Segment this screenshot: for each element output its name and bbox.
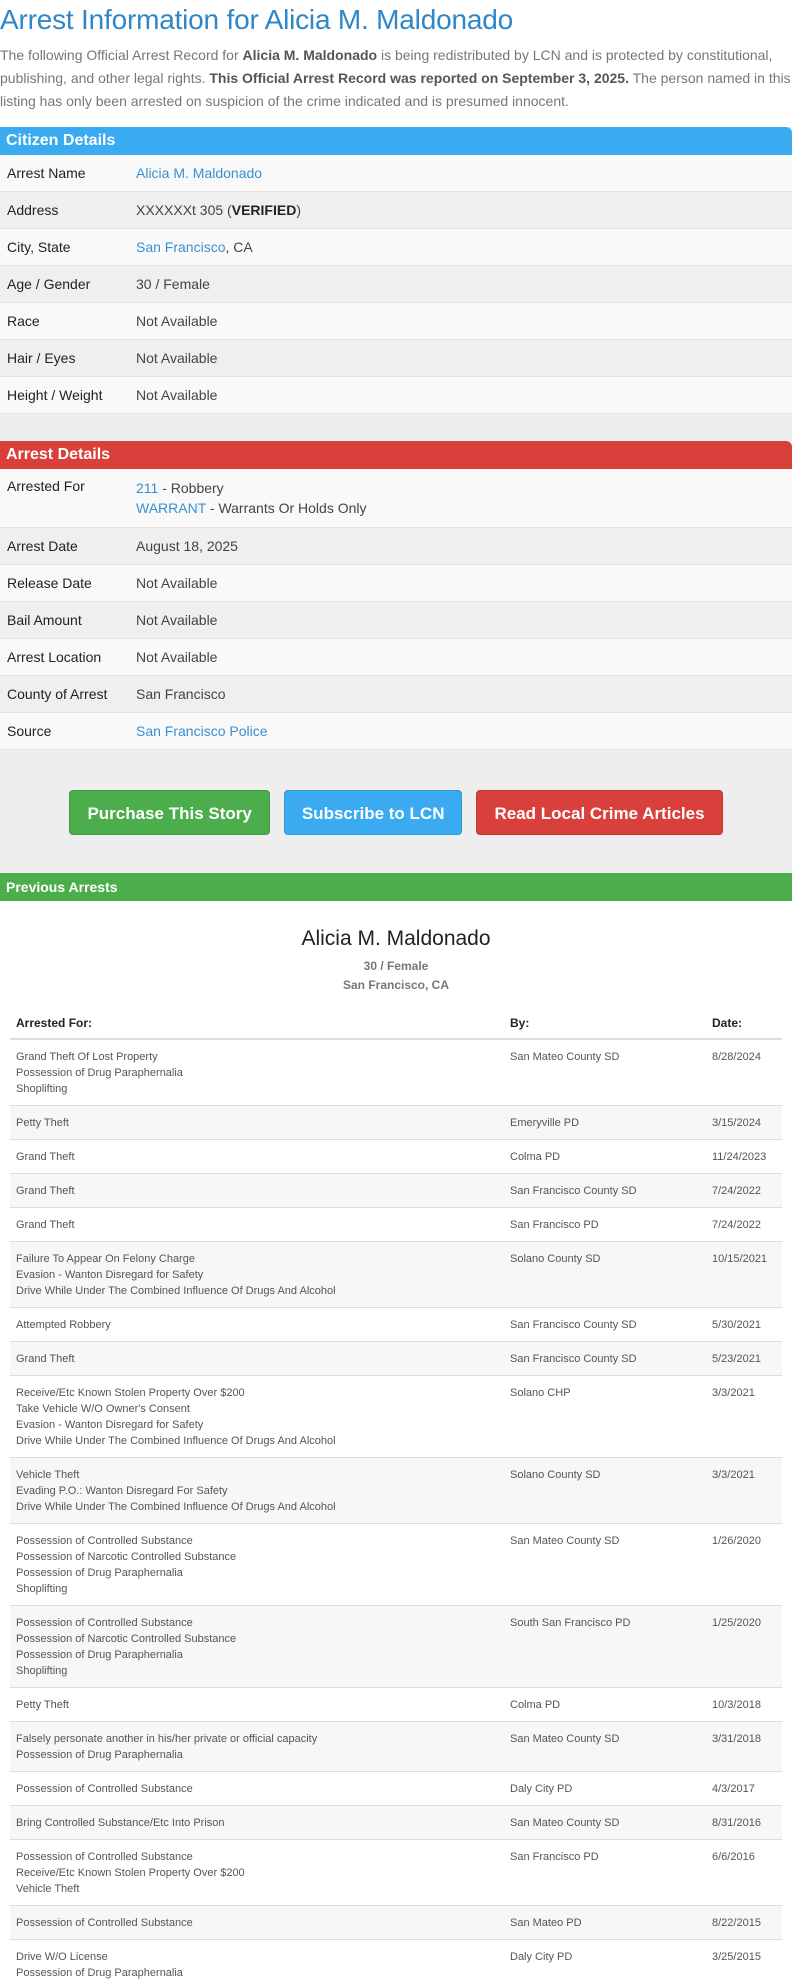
cell-charges <box>10 1722 504 1772</box>
col-by: By: <box>504 1007 706 1039</box>
cell-date: 8/31/2016 <box>706 1806 782 1840</box>
cell-charges <box>10 1806 504 1840</box>
hair-eyes-value: Not Available <box>136 350 218 366</box>
cell-charges <box>10 1308 504 1342</box>
previous-arrests-panel <box>0 873 792 1988</box>
arrest-details-header: Arrest Details <box>0 441 792 469</box>
citizen-details-panel <box>0 127 792 441</box>
label-bail-amount: Bail Amount <box>7 612 82 628</box>
cell-agency: San Francisco PD <box>504 1208 706 1242</box>
label-hair-eyes: Hair / Eyes <box>7 350 76 366</box>
cell-agency: Daly City PD <box>504 1772 706 1806</box>
cell-charges <box>10 1342 504 1376</box>
charges-list <box>136 478 792 518</box>
row-arrest-location <box>0 639 792 676</box>
label-city-state: City, State <box>7 239 71 255</box>
arrest-name-link[interactable]: Alicia M. Maldonado <box>136 165 263 181</box>
table-row <box>10 1806 782 1840</box>
cell-charges <box>10 1524 504 1606</box>
charge-line: Shoplifting <box>16 1083 68 1095</box>
cell-agency: San Mateo County SD <box>504 1039 706 1106</box>
row-county <box>0 676 792 713</box>
previous-arrests-table <box>10 1007 782 1988</box>
cell-agency: Solano CHP <box>504 1376 706 1458</box>
page-title: Arrest Information for Alicia M. Maldonado <box>0 4 513 35</box>
previous-arrests-header: Previous Arrests <box>0 873 792 901</box>
table-row <box>10 1940 782 1988</box>
cell-charges <box>10 1940 504 1988</box>
charge-line: Possession of Drug Paraphernalia <box>16 1649 183 1661</box>
race-value: Not Available <box>136 313 218 329</box>
previous-person-name: Alicia M. Maldonado <box>301 927 491 950</box>
charge-line: Grand Theft Of Lost Property <box>16 1051 158 1063</box>
table-row <box>10 1840 782 1906</box>
label-arrested-for: Arrested For <box>7 478 85 494</box>
intro-text-3: The person named in this listing has only been arrested on suspicion of the crime indicated and is presumed innocent. <box>0 70 791 109</box>
charge-line: Grand Theft <box>16 1219 75 1231</box>
label-arrest-name: Arrest Name <box>7 165 86 181</box>
cell-charges <box>10 1208 504 1242</box>
row-city-state <box>0 229 792 266</box>
cell-agency: Colma PD <box>504 1140 706 1174</box>
cell-charges <box>10 1376 504 1458</box>
cell-date: 7/24/2022 <box>706 1208 782 1242</box>
table-row <box>10 1606 782 1688</box>
charge-line: Possession of Drug Paraphernalia <box>16 1967 183 1979</box>
cell-date: 1/25/2020 <box>706 1606 782 1688</box>
verified-badge: VERIFIED <box>231 202 297 218</box>
source-link[interactable]: San Francisco Police <box>136 723 268 739</box>
cell-agency: San Francisco PD <box>504 1840 706 1906</box>
cell-date: 10/3/2018 <box>706 1688 782 1722</box>
state-value: , CA <box>225 239 253 255</box>
charge-desc: - Warrants Or Holds Only <box>206 500 367 516</box>
cell-charges <box>10 1458 504 1524</box>
intro-reported-date: This Official Arrest Record was reported on September 3, 2025. <box>209 70 629 86</box>
table-header-row <box>10 1007 782 1039</box>
citizen-details-rows <box>0 155 792 414</box>
cell-date: 1/26/2020 <box>706 1524 782 1606</box>
charge-item <box>136 478 792 498</box>
charge-line: Attempted Robbery <box>16 1319 111 1331</box>
charge-line: Possession of Drug Paraphernalia <box>16 1067 183 1079</box>
charge-line: Drive W/O License <box>16 1951 108 1963</box>
charge-line: Possession of Controlled Substance <box>16 1917 193 1929</box>
table-row <box>10 1376 782 1458</box>
arrest-location-value: Not Available <box>136 649 218 665</box>
label-arrest-location: Arrest Location <box>7 649 102 665</box>
table-row <box>10 1308 782 1342</box>
charge-line: Drive While Under The Combined Influence Of Drugs And Alcohol <box>16 1435 336 1447</box>
charge-line: Drive While Under The Combined Influence Of Drugs And Alcohol <box>16 1285 336 1297</box>
charge-line: Possession of Controlled Substance <box>16 1851 193 1863</box>
intro-name: Alicia M. Maldonado <box>242 47 378 63</box>
cell-agency: San Francisco County SD <box>504 1308 706 1342</box>
label-address: Address <box>7 202 59 218</box>
age-gender-value: 30 / Female <box>136 276 210 292</box>
charge-line: Grand Theft <box>16 1151 75 1163</box>
previous-city: San Francisco, CA <box>342 978 450 992</box>
charge-code-link[interactable]: 211 <box>136 480 159 496</box>
cell-date: 5/30/2021 <box>706 1308 782 1342</box>
cell-charges <box>10 1606 504 1688</box>
previous-arrests-body <box>10 1039 782 1988</box>
charge-line: Failure To Appear On Felony Charge <box>16 1253 195 1265</box>
cell-charges <box>10 1688 504 1722</box>
label-source: Source <box>7 723 52 739</box>
charge-line: Grand Theft <box>16 1185 75 1197</box>
cell-agency: Solano County SD <box>504 1458 706 1524</box>
charge-line: Grand Theft <box>16 1353 75 1365</box>
subscribe-button[interactable]: Subscribe to LCN <box>284 790 463 835</box>
charge-line: Possession of Drug Paraphernalia <box>16 1749 183 1761</box>
cell-charges <box>10 1242 504 1308</box>
cell-date: 11/24/2023 <box>706 1140 782 1174</box>
row-source <box>0 713 792 750</box>
cell-date: 5/23/2021 <box>706 1342 782 1376</box>
table-row <box>10 1106 782 1140</box>
charge-code-link[interactable]: WARRANT <box>136 500 206 516</box>
cell-charges <box>10 1039 504 1106</box>
height-weight-value: Not Available <box>136 387 218 403</box>
label-arrest-date: Arrest Date <box>7 538 78 554</box>
charge-line: Evasion - Wanton Disregard for Safety <box>16 1419 204 1431</box>
charge-line: Petty Theft <box>16 1699 69 1711</box>
table-row <box>10 1140 782 1174</box>
charge-line: Drive While Under The Combined Influence Of Drugs And Alcohol <box>16 1501 336 1513</box>
charge-line: Shoplifting <box>16 1583 68 1595</box>
table-row <box>10 1906 782 1940</box>
charge-line: Possession of Controlled Substance <box>16 1535 193 1547</box>
previous-age-gender: 30 / Female <box>363 959 429 973</box>
cell-date: 3/3/2021 <box>706 1458 782 1524</box>
charge-line: Receive/Etc Known Stolen Property Over $200 <box>16 1867 245 1879</box>
row-bail-amount <box>0 602 792 639</box>
charge-line: Petty Theft <box>16 1117 69 1129</box>
charge-line: Receive/Etc Known Stolen Property Over $200 <box>16 1387 245 1399</box>
row-release-date <box>0 565 792 602</box>
cell-date: 6/6/2016 <box>706 1840 782 1906</box>
arrest-details-rows <box>0 469 792 750</box>
cell-agency: South San Francisco PD <box>504 1606 706 1688</box>
cell-charges <box>10 1106 504 1140</box>
cell-agency: Solano County SD <box>504 1242 706 1308</box>
cell-date: 3/31/2018 <box>706 1722 782 1772</box>
table-row <box>10 1688 782 1722</box>
charge-line: Evading P.O.: Wanton Disregard For Safety <box>16 1485 228 1497</box>
cell-date: 4/3/2017 <box>706 1772 782 1806</box>
cell-date: 8/22/2015 <box>706 1906 782 1940</box>
table-row <box>10 1524 782 1606</box>
city-link[interactable]: San Francisco <box>136 239 226 255</box>
cell-agency: San Mateo County SD <box>504 1806 706 1840</box>
charge-line: Bring Controlled Substance/Etc Into Prison <box>16 1817 225 1829</box>
cell-agency: San Francisco County SD <box>504 1342 706 1376</box>
row-height-weight <box>0 377 792 414</box>
cell-date: 3/15/2024 <box>706 1106 782 1140</box>
cell-date: 7/24/2022 <box>706 1174 782 1208</box>
arrest-date-value: August 18, 2025 <box>136 538 238 554</box>
purchase-story-button[interactable]: Purchase This Story <box>69 790 269 835</box>
row-hair-eyes <box>0 340 792 377</box>
row-address: Address XXXXXXt 305 (VERIFIED) <box>0 192 792 229</box>
charge-line: Falsely personate another in his/her private or official capacity <box>16 1733 318 1745</box>
row-arrest-date <box>0 528 792 565</box>
cell-date: 8/28/2024 <box>706 1039 782 1106</box>
table-row <box>10 1174 782 1208</box>
intro-paragraph <box>0 44 792 113</box>
charge-line: Vehicle Theft <box>16 1469 80 1481</box>
col-date: Date: <box>706 1007 782 1039</box>
cell-charges <box>10 1174 504 1208</box>
read-articles-button[interactable]: Read Local Crime Articles <box>476 790 722 835</box>
row-arrest-name <box>0 155 792 192</box>
table-row <box>10 1242 782 1308</box>
cell-agency: San Mateo PD <box>504 1906 706 1940</box>
cell-agency: Daly City PD <box>504 1940 706 1988</box>
county-value: San Francisco <box>136 686 226 702</box>
cell-charges <box>10 1140 504 1174</box>
cell-agency: San Mateo County SD <box>504 1722 706 1772</box>
row-arrested-for <box>0 469 792 528</box>
charge-line: Possession of Narcotic Controlled Substance <box>16 1633 237 1645</box>
cell-charges <box>10 1840 504 1906</box>
label-age-gender: Age / Gender <box>7 276 91 292</box>
cell-charges <box>10 1906 504 1940</box>
row-race <box>0 303 792 340</box>
table-row <box>10 1039 782 1106</box>
charge-line: Possession of Narcotic Controlled Substance <box>16 1551 237 1563</box>
charge-line: Shoplifting <box>16 1665 68 1677</box>
row-age-gender <box>0 266 792 303</box>
charge-line: Possession of Drug Paraphernalia <box>16 1567 183 1579</box>
charge-item <box>136 498 792 518</box>
cell-agency: Emeryville PD <box>504 1106 706 1140</box>
table-row <box>10 1342 782 1376</box>
label-race: Race <box>7 313 40 329</box>
bail-amount-value: Not Available <box>136 612 218 628</box>
charge-line: Evasion - Wanton Disregard for Safety <box>16 1269 204 1281</box>
citizen-details-header: Citizen Details <box>0 127 792 155</box>
label-release-date: Release Date <box>7 575 92 591</box>
col-arrested-for: Arrested For: <box>10 1007 504 1039</box>
table-row <box>10 1772 782 1806</box>
intro-text-2: is being redistributed by LCN and is protected by constitutional, publishing, and other legal rights. <box>0 47 773 86</box>
cell-agency: Colma PD <box>504 1688 706 1722</box>
charge-line: Possession of Controlled Substance <box>16 1783 193 1795</box>
action-buttons <box>0 750 792 873</box>
table-row <box>10 1458 782 1524</box>
charge-line: Possession of Controlled Substance <box>16 1617 193 1629</box>
address-value: XXXXXXt 305 <box>136 202 224 218</box>
label-height-weight: Height / Weight <box>7 387 103 403</box>
cell-date: 10/15/2021 <box>706 1242 782 1308</box>
label-county: County of Arrest <box>7 686 108 702</box>
charge-line: Take Vehicle W/O Owner's Consent <box>16 1403 190 1415</box>
cell-agency: San Mateo County SD <box>504 1524 706 1606</box>
charge-line: Vehicle Theft <box>16 1883 80 1895</box>
cell-agency: San Francisco County SD <box>504 1174 706 1208</box>
cell-date: 3/3/2021 <box>706 1376 782 1458</box>
release-date-value: Not Available <box>136 575 218 591</box>
cell-charges <box>10 1772 504 1806</box>
cell-date: 3/25/2015 <box>706 1940 782 1988</box>
arrest-details-panel <box>0 441 792 750</box>
charge-desc: - Robbery <box>158 480 224 496</box>
table-row <box>10 1208 782 1242</box>
intro-text-1: The following Official Arrest Record for <box>0 47 243 63</box>
table-row <box>10 1722 782 1772</box>
